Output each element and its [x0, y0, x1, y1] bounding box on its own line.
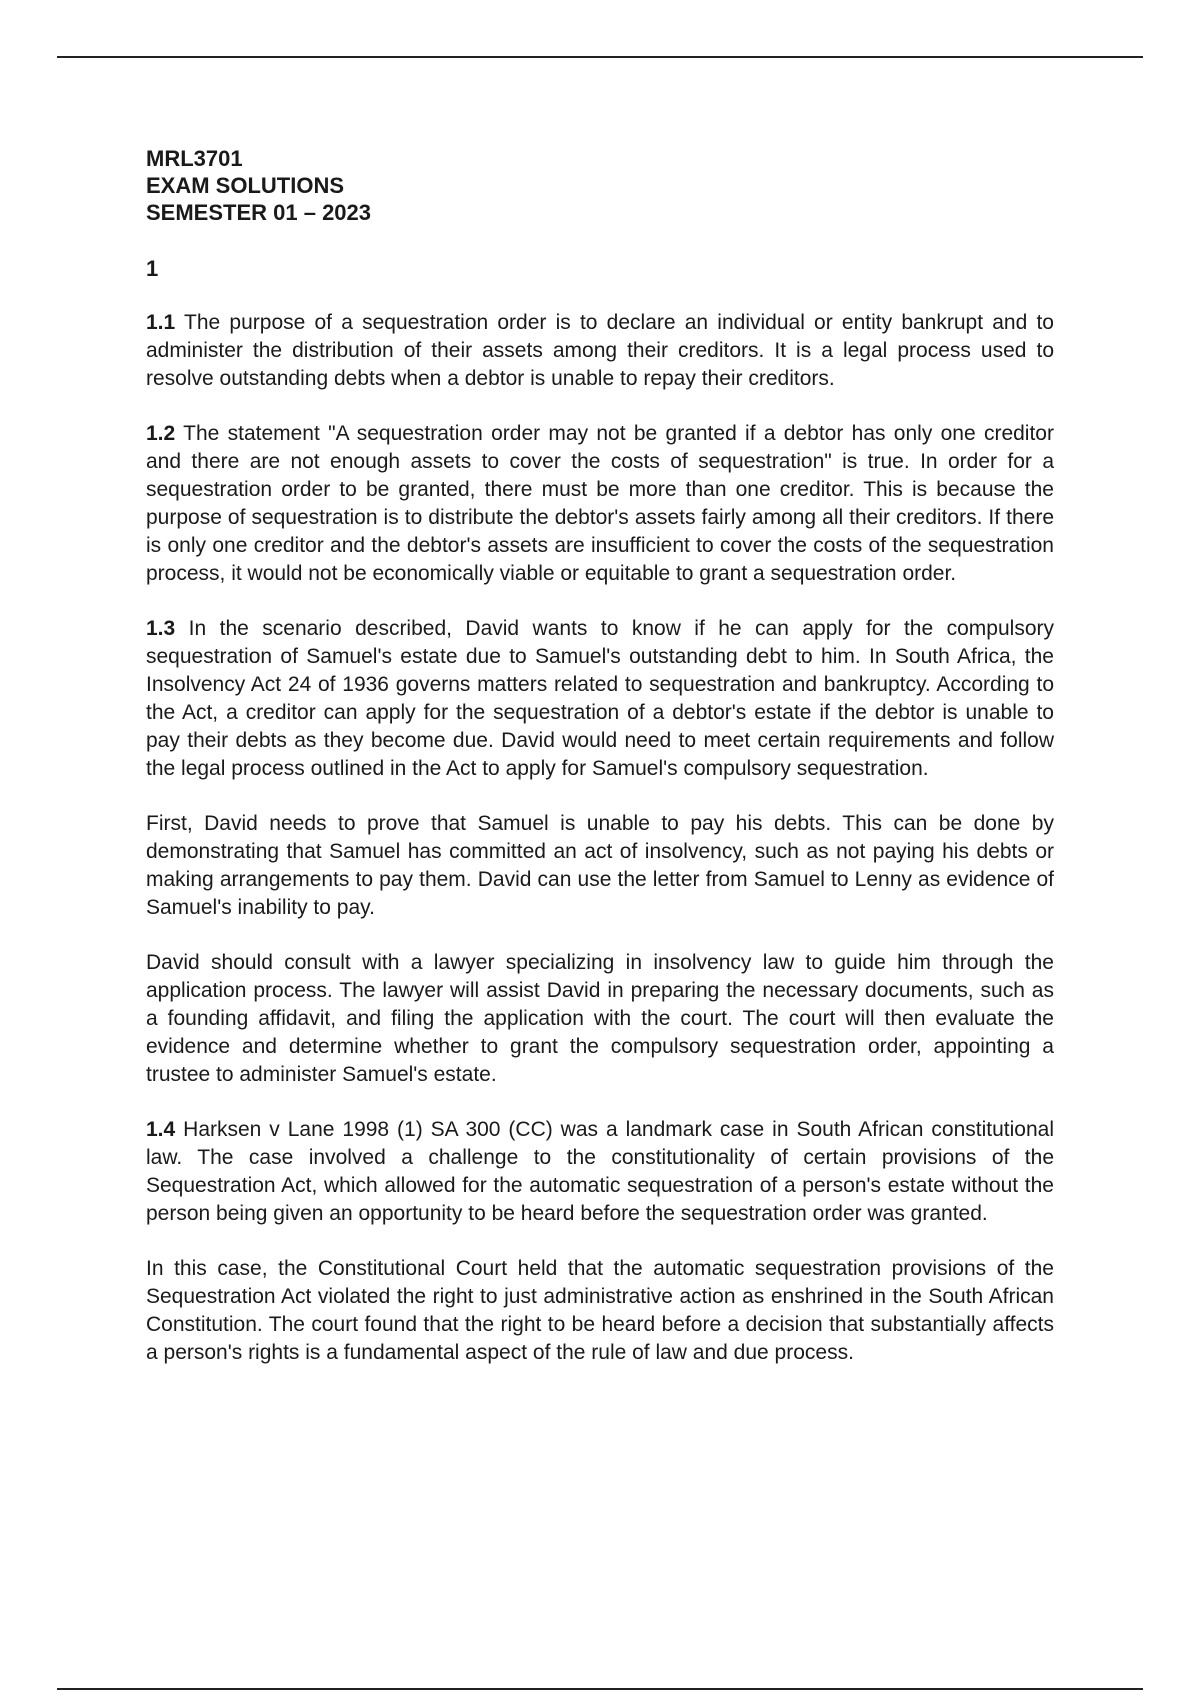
- bottom-rule: [57, 1688, 1143, 1690]
- paragraph-text: Harksen v Lane 1998 (1) SA 300 (CC) was a landmark case in South African constitutional law. The case involved a challenge to the constitutionality of certain provisions of the Sequestration Act, which allowed for the automatic sequestration of a person's estate without the person being given an opportunity to be heard before the sequestration order was granted.: [146, 1118, 1054, 1225]
- paragraph-1-3: [146, 615, 1054, 783]
- paragraph-1-4: [146, 1116, 1054, 1228]
- paragraph-label: 1.3: [146, 617, 176, 640]
- paragraph-text: First, David needs to prove that Samuel is unable to pay his debts. This can be done by demonstrating that Samuel has committed an act of insolvency, such as not paying his debts or making arrangements to pay them. David can use the letter from Samuel to Lenny as evidence of Samuel's inability to pay.: [146, 812, 1054, 919]
- paragraph-label: 1.4: [146, 1118, 176, 1141]
- paragraph-text: In this case, the Constitutional Court held that the automatic sequestration provisions of the Sequestration Act violated the right to just administrative action as enshrined in the South African Constitution. The court found that the right to be heard before a decision that substantially affects a person's rights is a fundamental aspect of the rule of law and due process.: [146, 1257, 1054, 1364]
- question-number: 1: [146, 256, 159, 281]
- paragraph-1-1: [146, 309, 1054, 393]
- semester-label: SEMESTER 01 – 2023: [146, 200, 372, 225]
- document-body: [146, 145, 1054, 1394]
- paragraph-text: The statement "A sequestration order may not be granted if a debtor has only one creditor and there are not enough assets to cover the costs of sequestration" is true. In order for a sequestration order to be granted, there must be more than one creditor. This is because the purpose of sequestration is to distribute the debtor's assets fairly among all their creditors. If there is only one creditor and the debtor's assets are insufficient to cover the costs of the sequestration process, it would not be economically viable or equitable to grant a sequestration order.: [146, 422, 1054, 585]
- paragraph-1-2: [146, 420, 1054, 588]
- paragraph-text: The purpose of a sequestration order is to declare an individual or entity bankrupt and to administer the distribution of their assets among their creditors. It is a legal process used to resolve outstanding debts when a debtor is unable to repay their creditors.: [146, 311, 1054, 390]
- paragraph-1-3-continued-b: [146, 949, 1054, 1089]
- paragraph-text: In the scenario described, David wants to know if he can apply for the compulsory sequestration of Samuel's estate due to Samuel's outstanding debt to him. In South Africa, the Insolvency Act 24 of 1936 governs matters related to sequestration and bankruptcy. According to the Act, a creditor can apply for the sequestration of a debtor's estate if the debtor is unable to pay their debts as they become due. David would need to meet certain requirements and follow the legal process outlined in the Act to apply for Samuel's compulsory sequestration.: [146, 617, 1054, 780]
- document-title: EXAM SOLUTIONS: [146, 173, 345, 198]
- paragraph-1-4-continued: [146, 1255, 1054, 1367]
- top-rule: [57, 56, 1143, 58]
- paragraph-label: 1.1: [146, 311, 176, 334]
- paragraph-text: David should consult with a lawyer specializing in insolvency law to guide him through the application process. The lawyer will assist David in preparing the necessary documents, such as a founding affidavit, and filing the application with the court. The court will then evaluate the evidence and determine whether to grant the compulsory sequestration order, appointing a trustee to administer Samuel's estate.: [146, 951, 1054, 1086]
- paragraph-1-3-continued-a: [146, 810, 1054, 922]
- paragraph-label: 1.2: [146, 422, 176, 445]
- course-code: MRL3701: [146, 146, 243, 171]
